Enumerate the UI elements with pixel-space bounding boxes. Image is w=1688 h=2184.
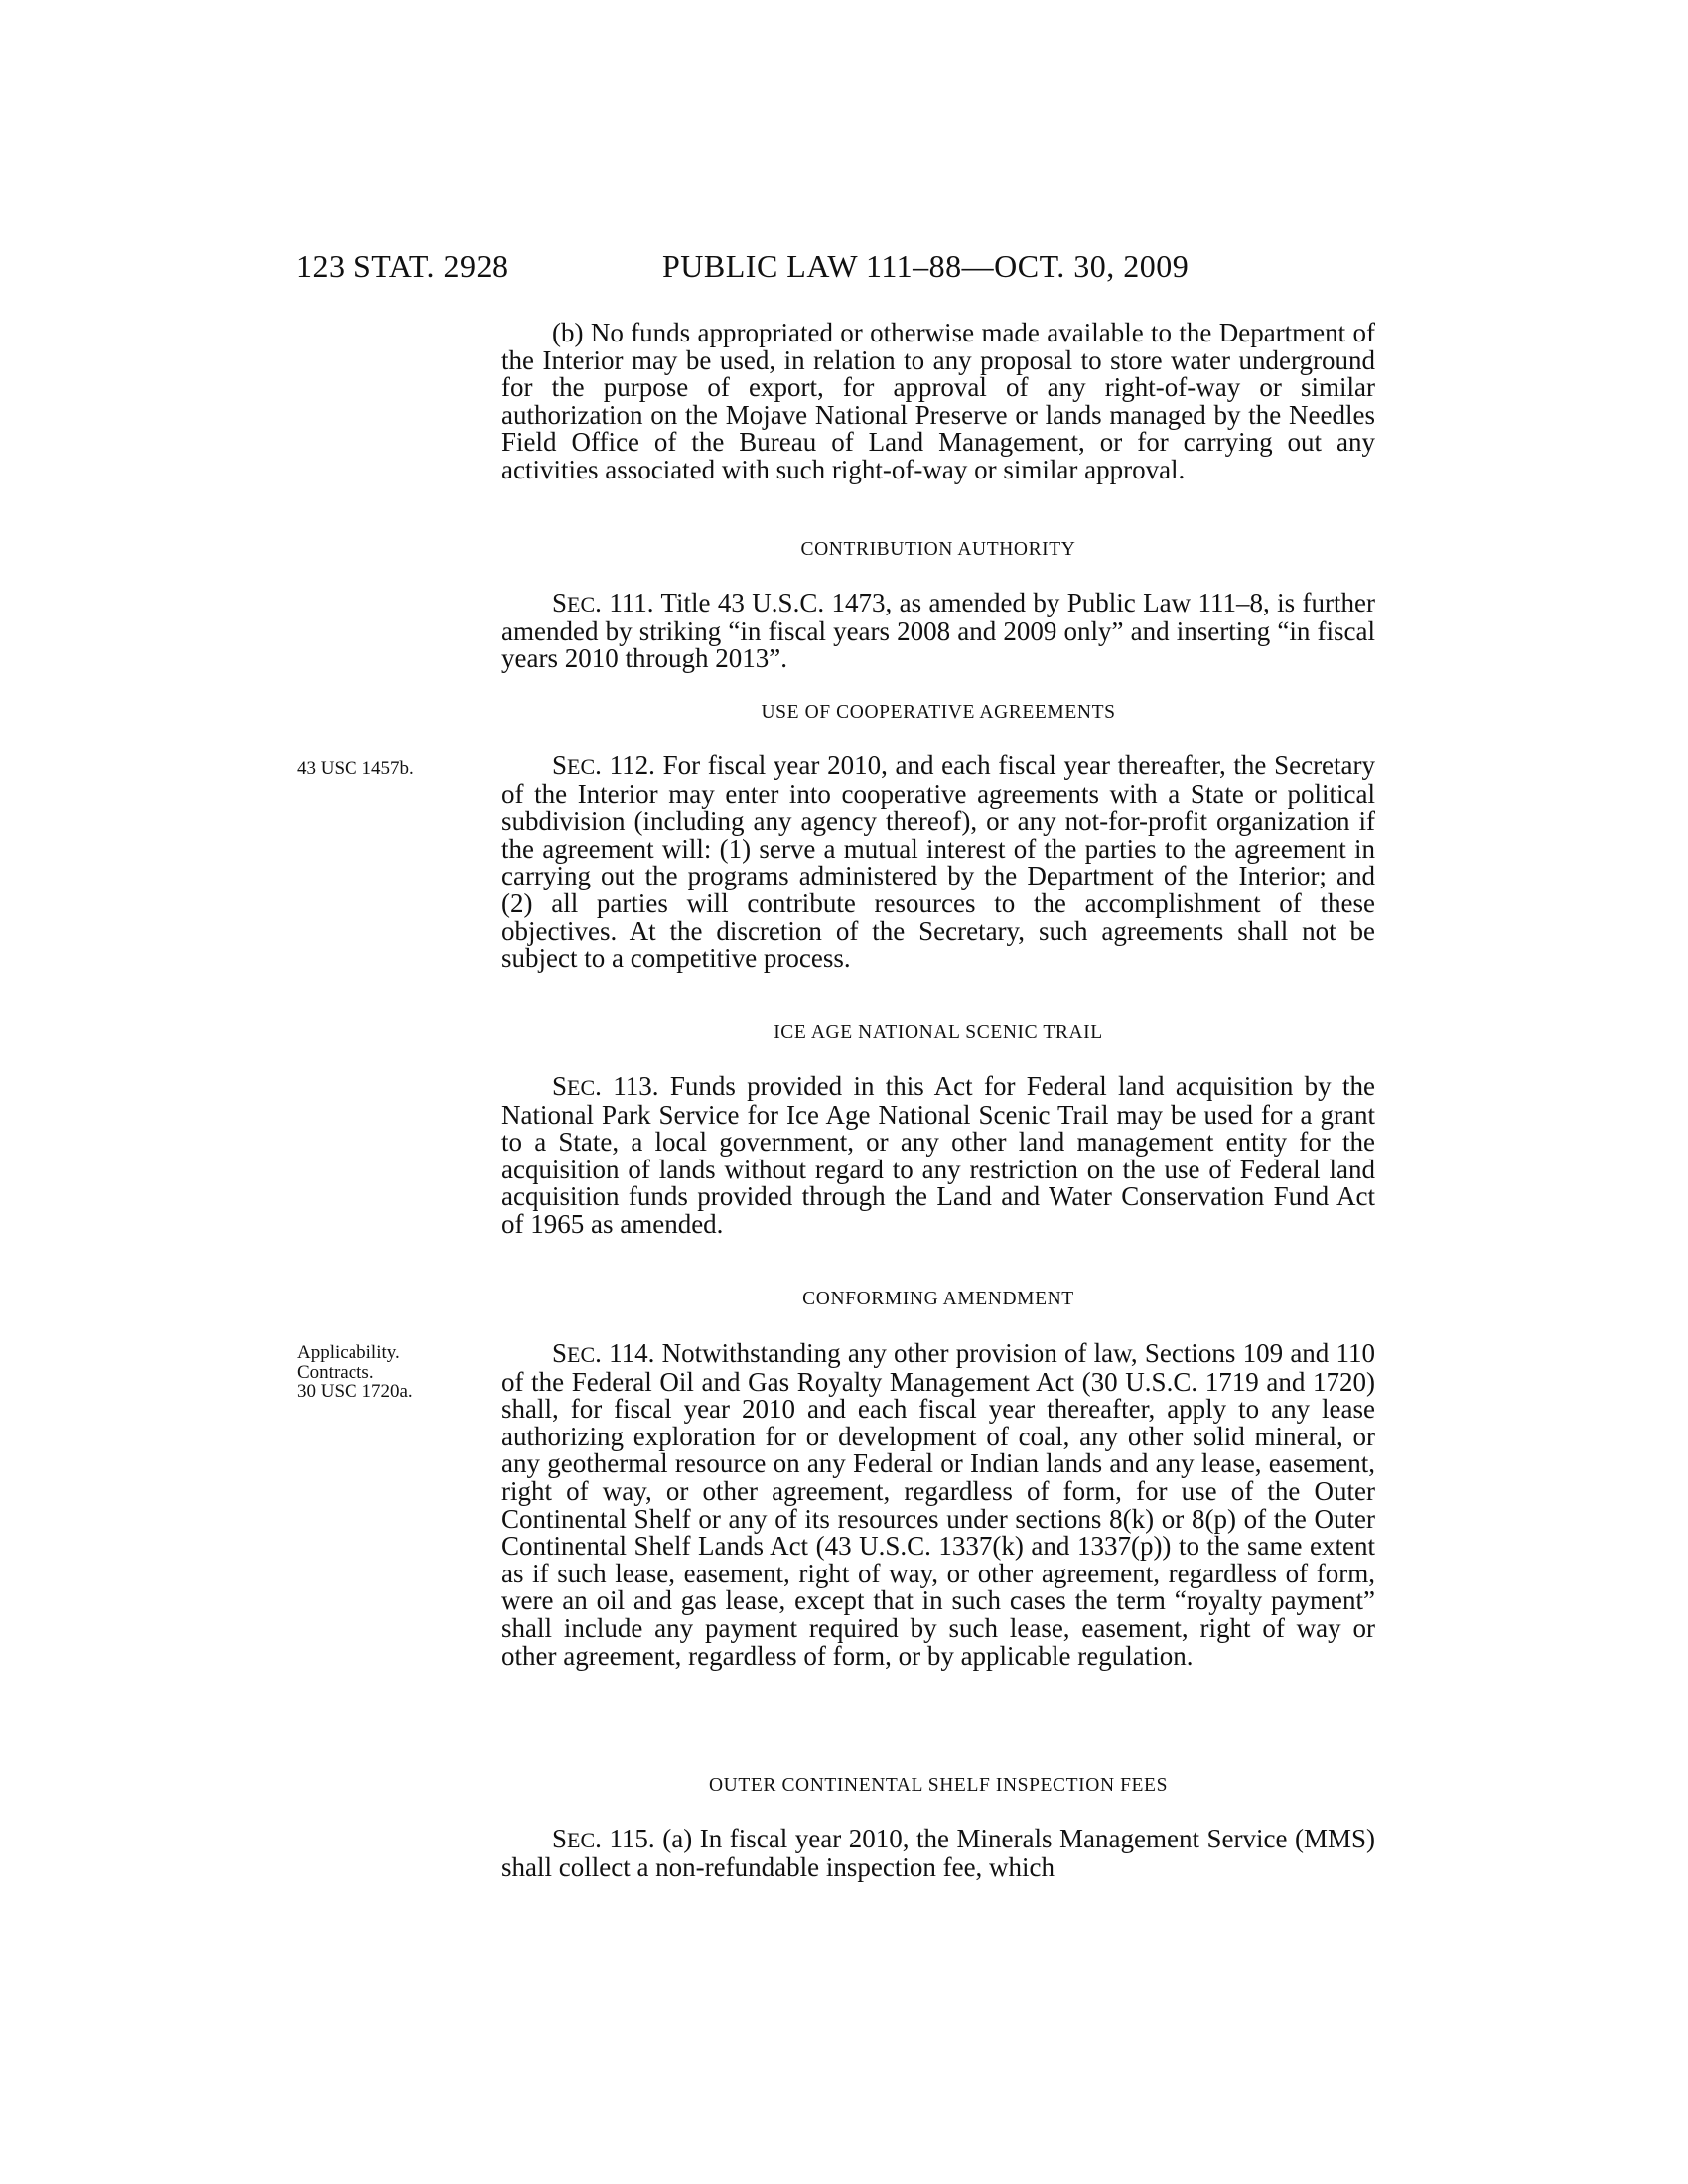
section-112 <box>501 752 1375 973</box>
heading-ice-age-trail: ICE AGE NATIONAL SCENIC TRAIL <box>774 1023 1103 1043</box>
section-113-text: Funds provided in this Act for Federal land acquisition by the National Park Service for Ice Age National Scenic Trail may be used for a grant to a State, a local government, or any other land management entity for the acquisition of lands without regard to any restriction on the use of Federal land acquisition funds provided through the Land and Water Conservation Fund Act of 1965 as amended. <box>501 1071 1375 1239</box>
margin-note-contracts: Contracts. <box>297 1361 374 1383</box>
statute-page-number: 123 STAT. 2928 <box>296 248 509 284</box>
heading-contribution-authority: CONTRIBUTION AUTHORITY <box>800 539 1076 560</box>
margin-note-sec-112 <box>297 759 414 779</box>
sec-label: SEC. 115. <box>552 1824 655 1853</box>
sec-label: SEC. 113. <box>552 1071 659 1101</box>
margin-note-applicability: Applicability. <box>297 1342 400 1363</box>
section-113 <box>501 1073 1375 1239</box>
margin-note-sec-114 <box>297 1343 413 1402</box>
heading-inspection-fees: OUTER CONTINENTAL SHELF INSPECTION FEES <box>708 1775 1169 1796</box>
heading-cooperative-agreements: USE OF COOPERATIVE AGREEMENTS <box>761 702 1116 723</box>
section-114 <box>501 1340 1375 1670</box>
margin-note-citation: 43 USC 1457b. <box>297 758 414 779</box>
margin-note-citation: 30 USC 1720a. <box>297 1381 413 1402</box>
section-115 <box>501 1826 1375 1881</box>
page-header <box>0 248 1688 288</box>
section-115-text: (a) In fiscal year 2010, the Minerals Management Service (MMS) shall collect a non-refundable inspection fee, which <box>501 1824 1375 1882</box>
sec-label: SEC. 112. <box>552 751 655 780</box>
running-head-law-title: PUBLIC LAW 111–88—OCT. 30, 2009 <box>662 248 1190 284</box>
section-112-text: For fiscal year 2010, and each fiscal year thereafter, the Secretary of the Interior may enter into cooperative agreements with a State or political subdivision (including any agency thereof), or any not-for-profit organization if the agreement will: (1) serve a mutual interest of the parties to the agreement in carrying out the programs administered by the Department of the Interior; and (2) all parties will contribute resources to the accomplishment of these objectives. At the discretion of the Secretary, such agreements shall not be subject to a competitive process. <box>501 751 1376 974</box>
sec-label: SEC. 111. <box>552 588 654 617</box>
section-111 <box>501 590 1375 673</box>
paragraph-b-mojave: (b) No funds appropriated or otherwise made available to the Department of the Interior may be used, in relation to any proposal to store water underground for the purpose of export, for approval of any right-of-way or similar authorization on the Mojave National Preserve or lands managed by the Needles Field Office of the Bureau of Land Management, or for carrying out any activities associated with such right-of-way or similar approval. <box>501 318 1375 484</box>
section-114-text: Notwithstanding any other provision of law, Sections 109 and 110 of the Federal Oil and Gas Royalty Management Act (30 U.S.C. 1719 and 1720) shall, for fiscal year 2010 and each fiscal year thereafter, apply to any lease authorizing exploration for or development of coal, any other solid mineral, or any geothermal resource on any Federal or Indian lands and any lease, easement, right of way, or other agreement, regardless of form, for use of the Outer Continental Shelf or any of its resources under sections 8(k) or 8(p) of the Outer Continental Shelf Lands Act (43 U.S.C. 1337(k) and 1337(p)) to the same extent as if such lease, easement, right of way, or other agreement, regardless of form, were an oil and gas lease, except that in such cases the term “royalty payment” shall include any payment required by such lease, easement, right of way or other agreement, regardless of form, or by applicable regulation. <box>501 1338 1376 1671</box>
sec-label: SEC. 114. <box>552 1338 655 1368</box>
heading-conforming-amendment: CONFORMING AMENDMENT <box>802 1289 1074 1309</box>
section-111-text: Title 43 U.S.C. 1473, as amended by Public Law 111–8, is further amended by striking “in fiscal years 2008 and 2009 only” and inserting “in fiscal years 2010 through 2013”. <box>501 588 1376 674</box>
